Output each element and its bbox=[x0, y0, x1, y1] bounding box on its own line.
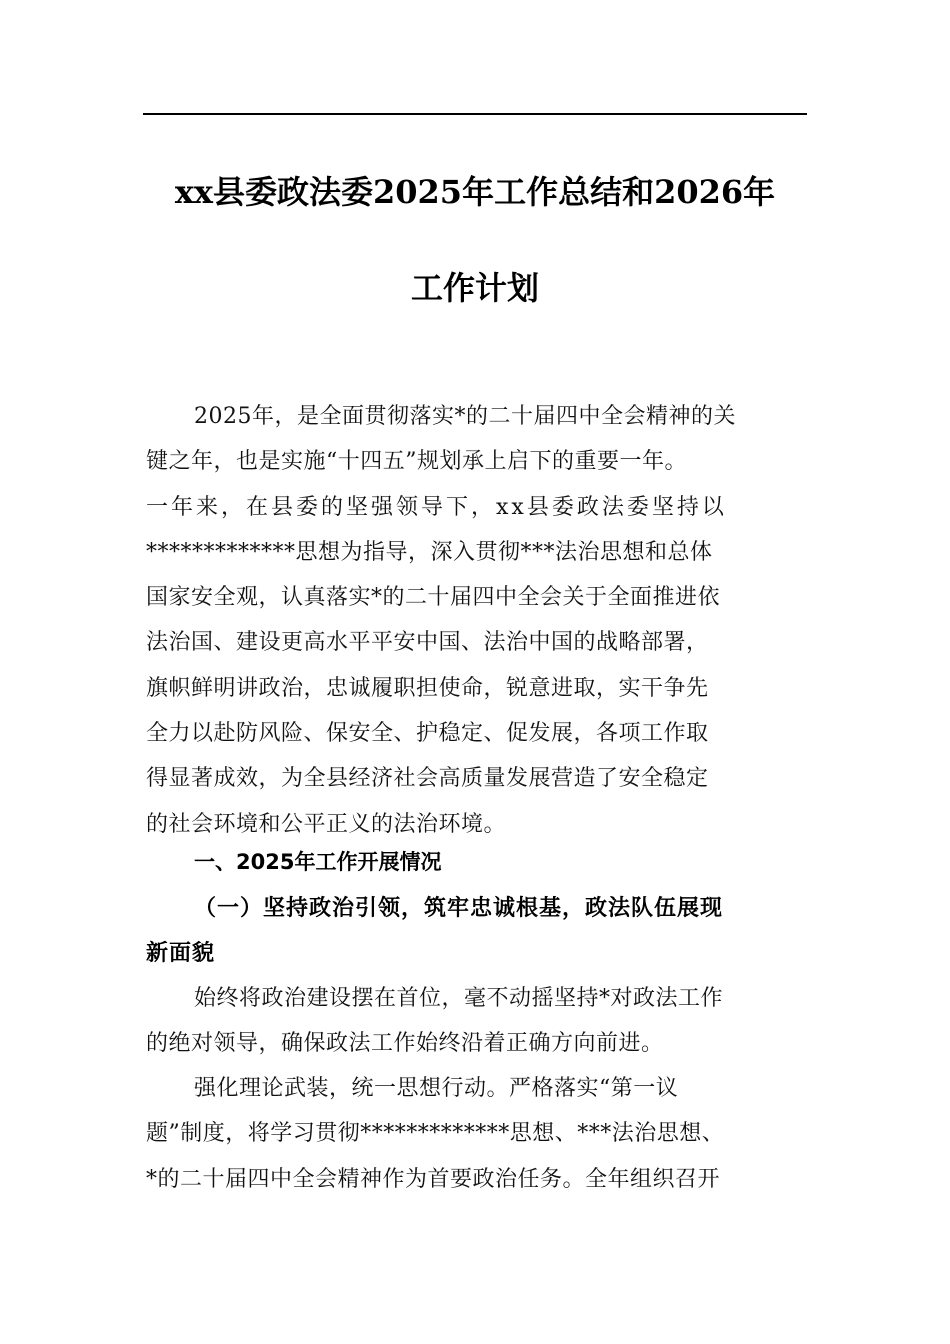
paragraph-line: 国家安全观，认真落实*的二十届四中全会关于全面推进依 bbox=[146, 585, 721, 611]
header-rule bbox=[143, 113, 807, 115]
paragraph-line: *的二十届四中全会精神作为首要政治任务。全年组织召开 bbox=[146, 1166, 721, 1192]
paragraph-line: 的绝对领导，确保政法工作始终沿着正确方向前进。 bbox=[146, 1031, 664, 1057]
paragraph-line: 强化理论武装，统一思想行动。严格落实“第一议 bbox=[194, 1076, 679, 1101]
paragraph-line: 一年来，在县委的坚强领导下，xx县委政法委坚持以 bbox=[146, 494, 727, 520]
document-title-line-1: xx县委政法委2025年工作总结和2026年 bbox=[174, 173, 776, 211]
paragraph-political-building bbox=[146, 976, 806, 1067]
paragraph-line: 得显著成效，为全县经济社会高质量发展营造了安全稳定 bbox=[146, 766, 709, 792]
paragraph-line: 始终将政治建设摆在首位，毫不动摇坚持*对政法工作 bbox=[194, 986, 724, 1011]
document-title-line-2: 工作计划 bbox=[410, 269, 539, 307]
heading-line: （一）坚持政治引领，筑牢忠诚根基，政法队伍展现 bbox=[194, 895, 724, 921]
paragraph-line: 的社会环境和公平正义的法治环境。 bbox=[146, 811, 507, 837]
paragraph-line: 法治国、建设更高水平平安中国、法治中国的战略部署， bbox=[146, 630, 709, 656]
paragraph-line: 题”制度，将学习贯彻*************思想、***法治思想、 bbox=[146, 1121, 725, 1147]
paragraph-line: 旗帜鲜明讲政治，忠诚履职担使命，锐意进取，实干争先 bbox=[146, 675, 709, 701]
subsection-heading bbox=[146, 886, 806, 977]
paragraph-theory-study bbox=[146, 1066, 806, 1202]
paragraph-line: 全力以赴防风险、保安全、护稳定、促发展，各项工作取 bbox=[146, 721, 709, 747]
paragraph-line: *************思想为指导，深入贯彻***法治思想和总体 bbox=[146, 539, 713, 565]
paragraph-line: 键之年，也是实施“十四五”规划承上启下的重要一年。 bbox=[146, 449, 687, 475]
heading-line: 新面貌 bbox=[146, 940, 216, 967]
intro-paragraph bbox=[146, 394, 806, 847]
section-heading: 一、2025年工作开展情况 bbox=[194, 850, 442, 874]
paragraph-line: 2025年，是全面贯彻落实*的二十届四中全会精神的关 bbox=[194, 404, 736, 429]
